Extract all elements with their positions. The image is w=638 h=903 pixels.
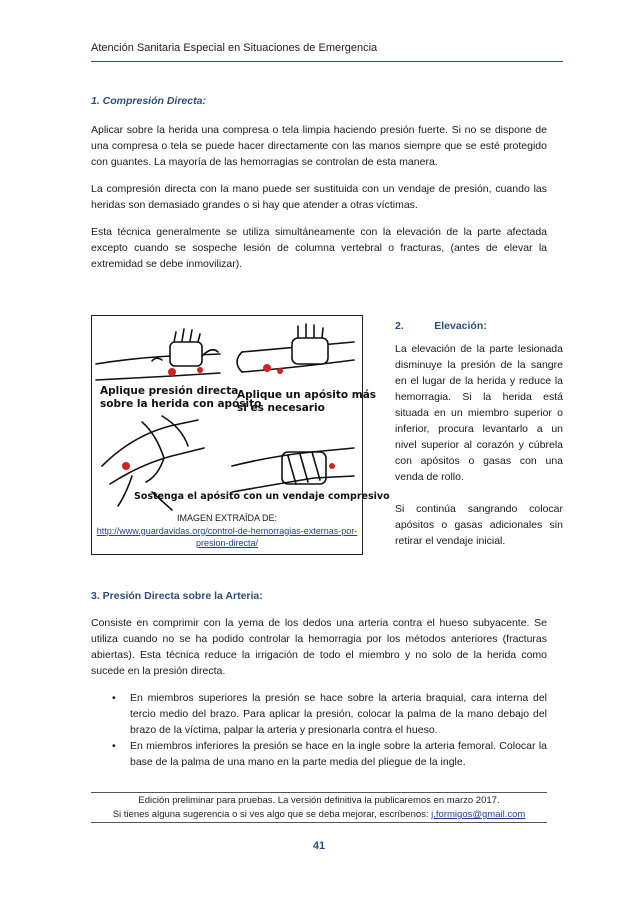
label-additional-pad-line-1: Aplique un apósito más xyxy=(237,389,377,401)
footer-divider-top xyxy=(91,792,547,793)
figure-source-link[interactable]: http://www.guardavidas.org/control-de-hemorragias-externas-por-presion-directa/ xyxy=(96,525,358,548)
footer-line-2-text: Si tienes alguna sugerencia o si ves algo que se deba mejorar, escríbenos: xyxy=(112,809,432,820)
figure-caption xyxy=(96,512,358,550)
bullet-icon: • xyxy=(112,740,116,752)
panel-bandaged-arm xyxy=(232,448,354,492)
footer-note xyxy=(91,794,547,822)
footer-divider-bottom xyxy=(91,822,547,823)
label-direct-pressure-line-1: Aplique presión directa xyxy=(100,385,239,397)
list-item xyxy=(106,738,547,770)
section-2-heading xyxy=(395,316,563,334)
page-number: 41 xyxy=(312,840,326,852)
section-1-paragraph-2: La compresión directa con la mano puede ser sustituida con un vendaje de presión, cuando las heridas son demasiado grandes o si hay que atender a otras víctimas. xyxy=(91,183,547,211)
running-header: Atención Sanitaria Especial en Situaciones de Emergencia xyxy=(91,42,378,54)
list-item-text: En miembros inferiores la presión se hace en la ingle sobre la arteria femoral. Colocar la base de la palma de una mano en la parte media del pliegue de la ingle. xyxy=(130,740,547,768)
bullet-icon: • xyxy=(112,692,116,704)
section-2-number: 2. xyxy=(395,320,404,332)
label-direct-pressure-line-2: sobre la herida con apósito xyxy=(100,398,262,410)
footer-line-2 xyxy=(91,808,547,822)
section-1-paragraph-3: Esta técnica generalmente se utiliza simultáneamente con la elevación de la parte afectada excepto cuando se sospeche lesión de columna vertebral o fracturas, (antes de elevar la extremidad se debe inmovilizar). xyxy=(91,226,547,270)
list-item xyxy=(106,690,547,738)
section-3-bullet-list xyxy=(106,690,547,770)
section-2-title: Elevación: xyxy=(434,320,487,332)
label-additional-pad-line-2: si es necesario xyxy=(237,402,325,414)
footer-email-link[interactable]: j.formigos@gmail.com xyxy=(431,809,526,820)
section-3-paragraph-1: Consiste en comprimir con la yema de los dedos una arteria contra el hueso subyacente. Se utiliza cuando no se ha podido controlar la hemorragia por los métodos anteriores (fracturas abiertas). Esta técnica reduce la irrigación de todo el miembro y no solo de la herida como sucede en la presión directa. xyxy=(91,617,547,677)
list-item-text: En miembros superiores la presión se hace sobre la arteria braquial, cara interna del tercio medio del brazo. Para aplicar la presión, colocar la palma de la mano debajo del brazo de la víctima, palpar la arteria y presionarla contra el hueso. xyxy=(130,692,547,736)
header-divider xyxy=(91,61,563,62)
panel-additional-pad xyxy=(237,324,354,372)
footer-line-1: Edición preliminar para pruebas. La versión definitiva la publicaremos en marzo 2017. xyxy=(138,795,500,806)
section-3-title: 3. Presión Directa sobre la Arteria: xyxy=(91,590,263,602)
label-compressive-bandage: Sostenga el apósito con un vendaje compresivo xyxy=(134,491,390,502)
section-1-paragraph-1: Aplicar sobre la herida una compresa o tela limpia haciendo presión fuerte. Si no se dispone de una compresa o tela se puede hacer directamente con las manos siempre que se esté protegido con guantes. La mayoría de las hemorragias se controlan de esta manera. xyxy=(91,124,547,168)
section-2-paragraph-2: Si continúa sangrando colocar apósitos o gasas adicionales sin retirar el vendaje inicial. xyxy=(395,503,563,547)
section-2-paragraph-1: La elevación de la parte lesionada disminuye la presión de la sangre en el lugar de la herida y reduce la hemorragia. Si la herida está situada en un miembro superior o inferior, procura levantarlo a un nivel superior al corazón y cúbrela con apósitos o gasas con una venda de rollo. xyxy=(395,343,563,483)
section-1-title: 1. Compresión Directa: xyxy=(91,95,206,107)
figure-caption-source: IMAGEN EXTRAÍDA DE: xyxy=(176,513,278,523)
